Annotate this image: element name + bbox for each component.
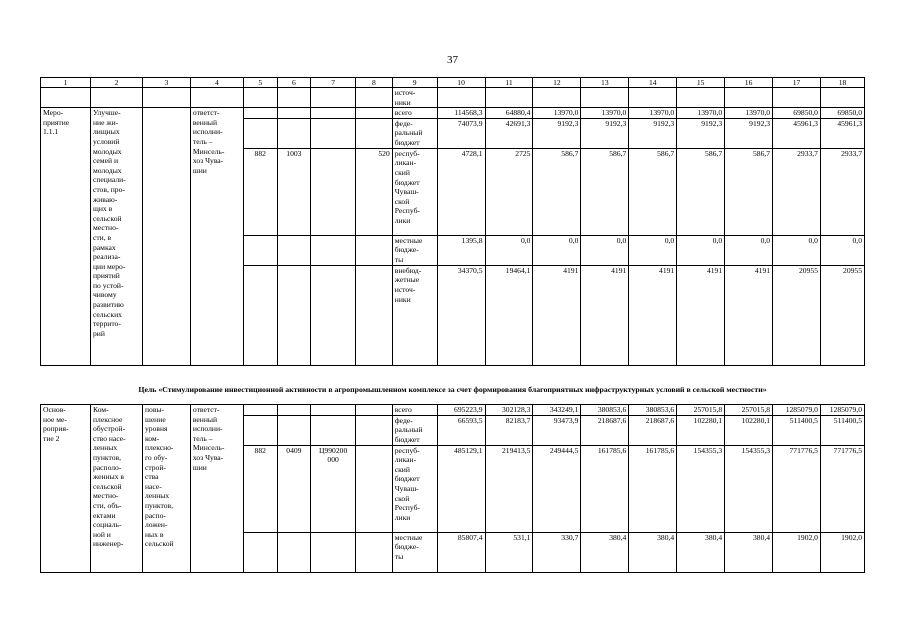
code-cell: 520 bbox=[356, 148, 393, 235]
value-cell: 34370,5 bbox=[437, 265, 485, 365]
value-cell: 154355,3 bbox=[725, 445, 773, 532]
source-cell: всего bbox=[392, 108, 437, 119]
value-cell: 69850,0 bbox=[820, 108, 864, 119]
value-cell: 9192,3 bbox=[629, 118, 677, 148]
value-cell: 0,0 bbox=[725, 235, 773, 265]
value-cell: 343249,1 bbox=[533, 405, 581, 416]
empty-cell bbox=[485, 88, 533, 108]
value-cell: 13970,0 bbox=[629, 108, 677, 119]
value-cell: 380853,6 bbox=[581, 405, 629, 416]
value-cell: 4191 bbox=[725, 265, 773, 365]
table-row bbox=[41, 88, 865, 108]
source-cell: всего bbox=[392, 405, 437, 416]
value-cell: 586,7 bbox=[725, 148, 773, 235]
code-cell: 882 bbox=[243, 445, 277, 532]
code-cell bbox=[277, 265, 311, 365]
value-cell: 586,7 bbox=[533, 148, 581, 235]
column-header: 4 bbox=[190, 78, 243, 88]
column-header: 15 bbox=[677, 78, 725, 88]
program-table-bottom bbox=[40, 404, 865, 573]
value-cell: 161785,6 bbox=[581, 445, 629, 532]
code-cell bbox=[277, 235, 311, 265]
code-cell: Ц990200 000 bbox=[311, 445, 356, 532]
value-cell: 218687,6 bbox=[581, 415, 629, 445]
value-cell: 102280,1 bbox=[677, 415, 725, 445]
code-cell bbox=[243, 532, 277, 572]
code-cell: 0409 bbox=[277, 445, 311, 532]
code-cell bbox=[311, 415, 356, 445]
value-cell: 380,4 bbox=[581, 532, 629, 572]
code-cell bbox=[277, 415, 311, 445]
value-cell: 531,1 bbox=[485, 532, 533, 572]
empty-cell bbox=[437, 88, 485, 108]
measure-name: Основ- ное ме- роприя- тие 2 bbox=[41, 405, 91, 573]
value-cell: 380,4 bbox=[725, 532, 773, 572]
empty-cell bbox=[773, 88, 821, 108]
code-cell bbox=[356, 118, 393, 148]
empty-cell bbox=[90, 88, 142, 108]
measure-description: Ком- плексное обустрой- ство насе- ленных пунктов, располо- женных в сельской местно- сти, объ- ектами социаль- ной и инженер- bbox=[90, 405, 142, 573]
value-cell: 0,0 bbox=[677, 235, 725, 265]
value-cell: 9192,3 bbox=[533, 118, 581, 148]
value-cell: 218687,6 bbox=[629, 415, 677, 445]
code-cell bbox=[277, 118, 311, 148]
value-cell: 154355,3 bbox=[677, 445, 725, 532]
value-cell: 4191 bbox=[533, 265, 581, 365]
value-cell: 695223,9 bbox=[437, 405, 485, 416]
value-cell: 1285079,0 bbox=[773, 405, 821, 416]
source-cell: местные бюдже- ты bbox=[392, 235, 437, 265]
empty-cell bbox=[243, 88, 277, 108]
measure-description: Улучше- ние жи- лищных условий молодых семей и молодых специали- стов, про- живаю- щих в сельской местно- сти, в рамках реализа- ции меро- приятий по устой- чивому развитию сельских террито- рий bbox=[90, 108, 142, 366]
value-cell: 93473,9 bbox=[533, 415, 581, 445]
column-header: 11 bbox=[485, 78, 533, 88]
value-cell: 82183,7 bbox=[485, 415, 533, 445]
empty-cell bbox=[581, 88, 629, 108]
value-cell: 0,0 bbox=[581, 235, 629, 265]
code-cell bbox=[311, 148, 356, 235]
value-cell: 380,4 bbox=[629, 532, 677, 572]
code-cell bbox=[311, 108, 356, 119]
column-header: 13 bbox=[581, 78, 629, 88]
value-cell: 1902,0 bbox=[820, 532, 864, 572]
program-table-top bbox=[40, 77, 865, 366]
code-cell bbox=[311, 532, 356, 572]
value-cell: 380853,6 bbox=[629, 405, 677, 416]
source-cell: феде- ральный бюджет bbox=[392, 118, 437, 148]
value-cell: 102280,1 bbox=[725, 415, 773, 445]
code-cell bbox=[356, 532, 393, 572]
code-cell bbox=[311, 118, 356, 148]
empty-cell bbox=[190, 88, 243, 108]
code-cell: 1003 bbox=[277, 148, 311, 235]
value-cell: 13970,0 bbox=[581, 108, 629, 119]
column-header: 8 bbox=[356, 78, 393, 88]
page-number: 37 bbox=[447, 54, 458, 66]
empty-cell bbox=[356, 88, 393, 108]
value-cell: 586,7 bbox=[629, 148, 677, 235]
value-cell: 20955 bbox=[820, 265, 864, 365]
value-cell: 9192,3 bbox=[725, 118, 773, 148]
responsible-executor: ответст- венный исполни- тель – Минсель- хоз Чува- шии bbox=[190, 108, 243, 366]
column-header: 3 bbox=[142, 78, 190, 88]
code-cell bbox=[277, 532, 311, 572]
value-cell: 485129,1 bbox=[437, 445, 485, 532]
column-header: 14 bbox=[629, 78, 677, 88]
value-cell: 161785,6 bbox=[629, 445, 677, 532]
empty-cell bbox=[142, 88, 190, 108]
value-cell: 771776,5 bbox=[773, 445, 821, 532]
source-cell: феде- ральный бюджет bbox=[392, 415, 437, 445]
code-cell bbox=[243, 405, 277, 416]
value-cell: 114568,3 bbox=[437, 108, 485, 119]
value-cell: 4191 bbox=[629, 265, 677, 365]
empty-cell bbox=[311, 88, 356, 108]
value-cell: 4728,1 bbox=[437, 148, 485, 235]
column-header: 7 bbox=[311, 78, 356, 88]
code-cell bbox=[243, 265, 277, 365]
code-cell: 882 bbox=[243, 148, 277, 235]
code-cell bbox=[277, 108, 311, 119]
goal-heading: Цель «Стимулирование инвестиционной активности в агропромышленном комплексе за счет формирования благоприятных инфраструктурных условий в сельской местности» bbox=[138, 385, 767, 394]
empty-cell bbox=[629, 88, 677, 108]
column-header: 2 bbox=[90, 78, 142, 88]
measure-goal: повы- шение уровня ком- плексно- го обу- строй- ства насе- ленных пунктов, распо- ложен- ных в сельской bbox=[142, 405, 190, 573]
value-cell: 0,0 bbox=[629, 235, 677, 265]
value-cell: 1395,8 bbox=[437, 235, 485, 265]
value-cell: 45961,3 bbox=[773, 118, 821, 148]
value-cell: 9192,3 bbox=[581, 118, 629, 148]
value-cell: 1285079,0 bbox=[820, 405, 864, 416]
value-cell: 19464,1 bbox=[485, 265, 533, 365]
value-cell: 219413,5 bbox=[485, 445, 533, 532]
empty-cell bbox=[820, 88, 864, 108]
code-cell bbox=[243, 108, 277, 119]
column-header: 9 bbox=[392, 78, 437, 88]
value-cell: 771776,5 bbox=[820, 445, 864, 532]
column-header: 16 bbox=[725, 78, 773, 88]
value-cell: 586,7 bbox=[677, 148, 725, 235]
value-cell: 85807,4 bbox=[437, 532, 485, 572]
column-header: 6 bbox=[277, 78, 311, 88]
code-cell bbox=[243, 118, 277, 148]
value-cell: 66593,5 bbox=[437, 415, 485, 445]
source-cell: внебюд- жетные источ- ники bbox=[392, 265, 437, 365]
column-header: 1 bbox=[41, 78, 91, 88]
column-header: 12 bbox=[533, 78, 581, 88]
source-cell: источ- ники bbox=[392, 88, 437, 108]
code-cell bbox=[243, 415, 277, 445]
code-cell bbox=[311, 235, 356, 265]
value-cell: 257015,8 bbox=[725, 405, 773, 416]
responsible-executor: ответст- венный исполни- тель – Минсель- хоз Чува- шии bbox=[190, 405, 243, 573]
source-cell: местные бюдже- ты bbox=[392, 532, 437, 572]
empty-cell bbox=[533, 88, 581, 108]
value-cell: 2725 bbox=[485, 148, 533, 235]
table-row bbox=[41, 405, 865, 416]
value-cell: 249444,5 bbox=[533, 445, 581, 532]
empty-cell bbox=[677, 88, 725, 108]
value-cell: 330,7 bbox=[533, 532, 581, 572]
empty-cell bbox=[725, 88, 773, 108]
code-cell bbox=[356, 108, 393, 119]
empty-cell bbox=[41, 88, 91, 108]
source-cell: респуб- ликан- ский бюджет Чуваш- ской Респуб- лики bbox=[392, 445, 437, 532]
code-cell bbox=[311, 405, 356, 416]
empty-cell bbox=[277, 88, 311, 108]
measure-name: Меро- приятие 1.1.1 bbox=[41, 108, 91, 366]
value-cell: 74073,9 bbox=[437, 118, 485, 148]
value-cell: 302128,3 bbox=[485, 405, 533, 416]
value-cell: 20955 bbox=[773, 265, 821, 365]
column-header: 10 bbox=[437, 78, 485, 88]
code-cell bbox=[356, 405, 393, 416]
measure-goal bbox=[142, 108, 190, 366]
value-cell: 45961,3 bbox=[820, 118, 864, 148]
code-cell bbox=[277, 405, 311, 416]
value-cell: 2933,7 bbox=[820, 148, 864, 235]
column-header: 17 bbox=[773, 78, 821, 88]
value-cell: 511400,5 bbox=[773, 415, 821, 445]
value-cell: 13970,0 bbox=[677, 108, 725, 119]
code-cell bbox=[356, 265, 393, 365]
table-row bbox=[41, 108, 865, 119]
code-cell bbox=[356, 415, 393, 445]
source-cell: респуб- ликан- ский бюджет Чуваш- ской Респуб- лики bbox=[392, 148, 437, 235]
value-cell: 586,7 bbox=[581, 148, 629, 235]
value-cell: 2933,7 bbox=[773, 148, 821, 235]
value-cell: 9192,3 bbox=[677, 118, 725, 148]
value-cell: 4191 bbox=[581, 265, 629, 365]
value-cell: 380,4 bbox=[677, 532, 725, 572]
code-cell bbox=[311, 265, 356, 365]
value-cell: 0,0 bbox=[485, 235, 533, 265]
value-cell: 13970,0 bbox=[725, 108, 773, 119]
code-cell bbox=[243, 235, 277, 265]
code-cell bbox=[356, 235, 393, 265]
value-cell: 4191 bbox=[677, 265, 725, 365]
value-cell: 0,0 bbox=[773, 235, 821, 265]
value-cell: 13970,0 bbox=[533, 108, 581, 119]
column-header: 5 bbox=[243, 78, 277, 88]
value-cell: 257015,8 bbox=[677, 405, 725, 416]
header-row bbox=[41, 78, 865, 88]
value-cell: 64880,4 bbox=[485, 108, 533, 119]
value-cell: 42691,3 bbox=[485, 118, 533, 148]
column-header: 18 bbox=[820, 78, 864, 88]
value-cell: 0,0 bbox=[533, 235, 581, 265]
value-cell: 511400,5 bbox=[820, 415, 864, 445]
value-cell: 69850,0 bbox=[773, 108, 821, 119]
value-cell: 0,0 bbox=[820, 235, 864, 265]
code-cell bbox=[356, 445, 393, 532]
value-cell: 1902,0 bbox=[773, 532, 821, 572]
